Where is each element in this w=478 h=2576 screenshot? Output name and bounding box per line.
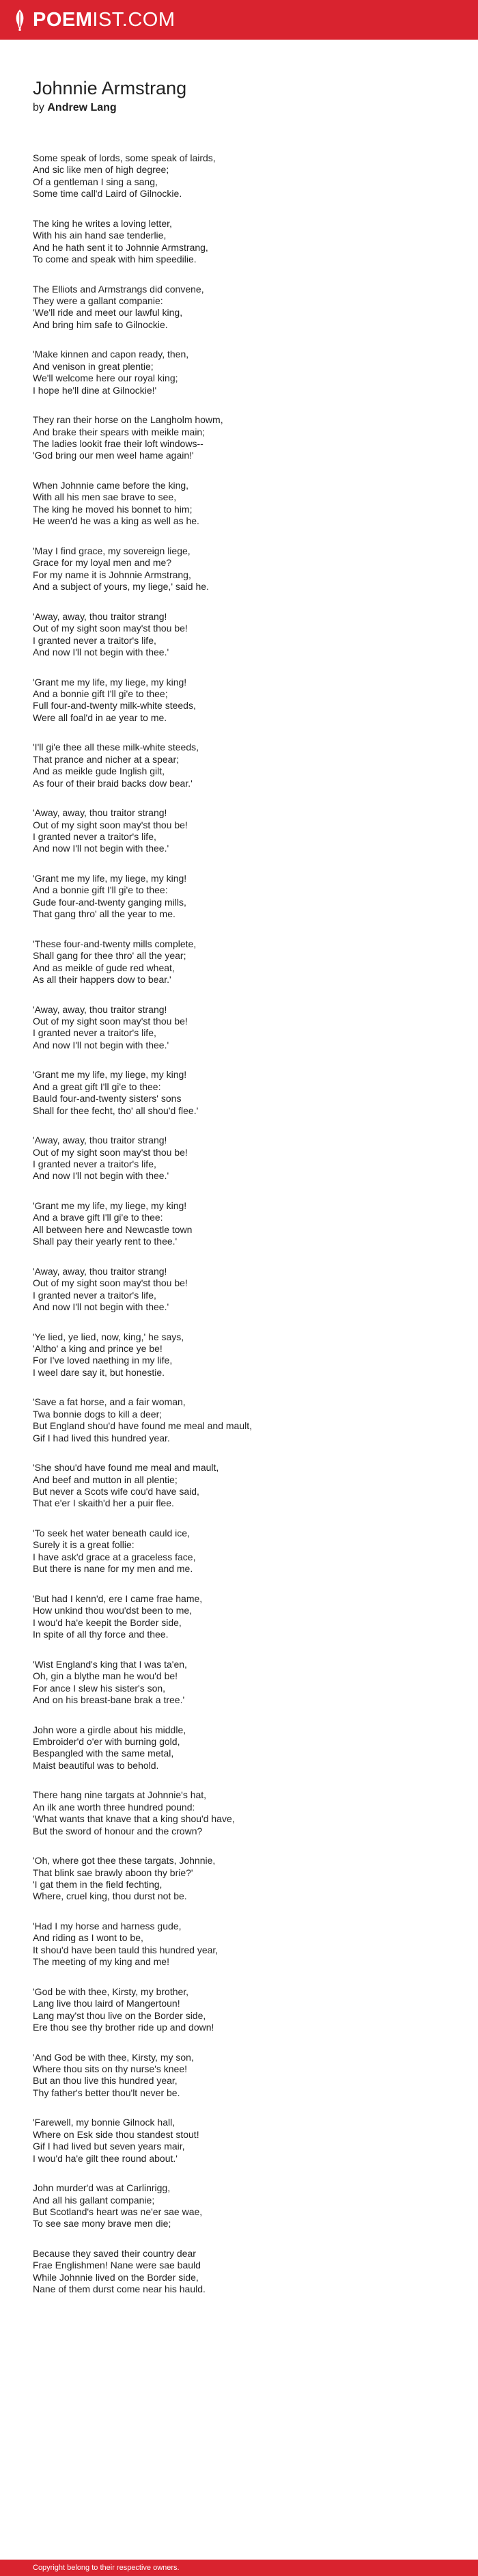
poem-line: 'Away, away, thou traitor strang! — [33, 1135, 167, 1146]
poem-line: 'But had I kenn'd, ere I came frae hame, — [33, 1592, 203, 1604]
poem-line: 'Grant me my life, my liege, my king! — [33, 1200, 187, 1211]
poem-line: Where thou sits on thy nurse's knee! — [33, 2063, 188, 2074]
poem-line: To come and speak with him speedilie. — [33, 254, 197, 265]
poem-line: With all his men sae brave to see, — [33, 491, 177, 503]
poem-line: As all their happers dow to bear.' — [33, 973, 171, 985]
poem-line: And now I'll not begin with thee.' — [33, 646, 169, 657]
poem-line: He ween'd he was a king as well as he. — [33, 515, 199, 527]
poem-line: And on his breast-bane brak a tree.' — [33, 1694, 185, 1705]
quill-icon — [12, 8, 27, 31]
footer-bar — [0, 2560, 478, 2576]
poem-line: Out of my sight soon may'st thou be! — [33, 1146, 188, 1158]
poem-line: Bespangled with the same metal, — [33, 1748, 174, 1759]
poem-line: Shall for thee fecht, tho' all shou'd flee.' — [33, 1104, 199, 1116]
poem-line: The king he writes a loving letter, — [33, 217, 172, 229]
poem-line: Nane of them durst come near his hauld. — [33, 2283, 206, 2295]
poem-line: 'Away, away, thou traitor strang! — [33, 807, 167, 819]
poem-line: 'She shou'd have found me meal and mault, — [33, 1462, 219, 1474]
stanza — [33, 1331, 478, 1379]
poem-line: Because they saved their country dear — [33, 2248, 196, 2259]
stanza — [33, 1789, 478, 1837]
poem-line: Twa bonnie dogs to kill a deer; — [33, 1408, 163, 1420]
stanza — [33, 1462, 478, 1510]
poem-line: 'Altho' a king and prince ye be! — [33, 1343, 163, 1355]
site-logo-link[interactable] — [12, 8, 175, 31]
poem-line: That e'er I skaith'd her a puir flee. — [33, 1497, 174, 1509]
poem-line: And sic like men of high degree; — [33, 164, 169, 176]
poem-line: Shall gang for thee thro' all the year; — [33, 950, 186, 962]
stanza — [33, 1659, 478, 1707]
stanza — [33, 1724, 478, 1772]
poem-title: Johnnie Armstrang — [33, 78, 187, 98]
poem-line: I have ask'd grace at a graceless face, — [33, 1551, 196, 1562]
poem-line: 'Grant me my life, my liege, my king! — [33, 872, 187, 884]
poem-line: When Johnnie came before the king, — [33, 480, 189, 491]
poem-line: 'Oh, where got thee these targats, Johnnie, — [33, 1855, 216, 1867]
poem-line: I granted never a traitor's life, — [33, 830, 156, 842]
stanza — [33, 1266, 478, 1314]
poem-line: 'Grant me my life, my liege, my king! — [33, 676, 187, 688]
poem-line: Shall pay their yearly rent to thee.' — [33, 1236, 178, 1247]
stanza — [33, 349, 478, 396]
poem-line: With his ain hand sae tenderlie, — [33, 230, 167, 241]
poem-line: 'We'll ride and meet our lawful king, — [33, 307, 183, 318]
stanza — [33, 480, 478, 528]
poem-line: And he hath sent it to Johnnie Armstrang, — [33, 241, 208, 253]
stanza — [33, 1135, 478, 1182]
poem-line: But England shou'd have found me meal and mault, — [33, 1420, 252, 1432]
poem-line: Oh, gin a blythe man he wou'd be! — [33, 1670, 178, 1682]
stanza — [33, 284, 478, 331]
poem-line: And bring him safe to Gilnockie. — [33, 318, 168, 330]
poem-line: Out of my sight soon may'st thou be! — [33, 1015, 188, 1027]
poem-line: And now I'll not begin with thee.' — [33, 843, 169, 854]
poem-line: And all his gallant companie; — [33, 2194, 155, 2206]
poem-line: But there is nane for my men and me. — [33, 1563, 193, 1575]
by-label: by — [33, 102, 44, 113]
poem-line: I weel dare say it, but honestie. — [33, 1366, 165, 1378]
poem-line: And now I'll not begin with thee.' — [33, 1170, 169, 1182]
poem-line: Full four-and-twenty milk-white steeds, — [33, 700, 196, 711]
copyright-text: Copyright belong to their respective owners. — [33, 2564, 180, 2572]
poem-line: There hang nine targats at Johnnie's hat, — [33, 1789, 207, 1801]
stanza — [33, 1921, 478, 1968]
poem-line: And now I'll not begin with thee.' — [33, 1039, 169, 1050]
stanza — [33, 677, 478, 724]
poem-line: It shou'd have been tauld this hundred year, — [33, 1944, 219, 1955]
poem-line: 'I'll gi'e thee all these milk-white steeds, — [33, 742, 199, 753]
poem-line: And now I'll not begin with thee.' — [33, 1301, 169, 1313]
stanza — [33, 1986, 478, 2034]
stanza — [33, 1855, 478, 1903]
poem-line: And as meikle gude Inglish gilt, — [33, 765, 165, 777]
stanza — [33, 938, 478, 986]
poem-line: For ance I slew his sister's son, — [33, 1682, 166, 1694]
poem-line: Out of my sight soon may'st thou be! — [33, 623, 188, 634]
poem-line: I granted never a traitor's life, — [33, 1027, 156, 1039]
poem-line: 'Make kinnen and capon ready, then, — [33, 349, 189, 360]
stanza — [33, 414, 478, 462]
poem-line: Some time call'd Laird of Gilnockie. — [33, 188, 182, 200]
poem-line: Gude four-and-twenty ganging mills, — [33, 896, 186, 908]
poem-line: Surely it is a great follie: — [33, 1539, 135, 1551]
poem-line: We'll welcome here our royal king; — [33, 372, 178, 384]
poem-line: For I've loved naething in my life, — [33, 1355, 173, 1366]
poem-line: How unkind thou wou'dst been to me, — [33, 1605, 193, 1616]
poem-line: 'Wist England's king that I was ta'en, — [33, 1658, 187, 1670]
poem-line: John wore a girdle about his middle, — [33, 1724, 186, 1735]
poem-line: I wou'd ha'e keepit the Border side, — [33, 1616, 182, 1628]
poem-line: But an thou live this hundred year, — [33, 2075, 178, 2087]
poem-line: That blink sae brawly aboon thy brie?' — [33, 1867, 193, 1878]
poem-line: Thy father's better thou'lt never be. — [33, 2087, 180, 2098]
poem-line: I granted never a traitor's life, — [33, 634, 156, 646]
stanza — [33, 1528, 478, 1575]
poem-line: They were a gallant companie: — [33, 295, 163, 307]
stanza — [33, 1069, 478, 1117]
poem-line: And beef and mutton in all plentie; — [33, 1474, 178, 1485]
poem-line: Maist beautiful was to behold. — [33, 1759, 159, 1771]
stanza — [33, 2052, 478, 2100]
author-link[interactable]: Andrew Lang — [47, 102, 117, 113]
poem-line: 'God bring our men weel hame again!' — [33, 450, 194, 461]
poem-line: The king he moved his bonnet to him; — [33, 503, 193, 515]
poem-line: Of a gentleman I sing a sang, — [33, 176, 158, 187]
stanza — [33, 873, 478, 921]
poem-line: And venison in great plentie; — [33, 360, 154, 372]
poem-line: I granted never a traitor's life, — [33, 1158, 156, 1169]
poem-line: Where on Esk side thou standest stout! — [33, 2128, 199, 2140]
poem-line: I wou'd ha'e gilt thee round about.' — [33, 2152, 178, 2164]
poem-line: 'Away, away, thou traitor strang! — [33, 1003, 167, 1015]
logo-text-bold: POEM — [33, 8, 93, 31]
byline — [33, 102, 478, 114]
poem-line: 'God be with thee, Kirsty, my brother, — [33, 1985, 189, 1997]
stanza — [33, 611, 478, 659]
stanza — [33, 1396, 478, 1444]
stanza — [33, 2117, 478, 2165]
poem-line: 'I gat them in the field fechting, — [33, 1878, 163, 1890]
poem-line: And a bonnie gift I'll gi'e to thee: — [33, 884, 168, 896]
poem-line: As four of their braid backs dow bear.' — [33, 777, 193, 789]
poem-line: That prance and nicher at a spear; — [33, 753, 180, 765]
poem-line: The Elliots and Armstrangs did convene, — [33, 283, 204, 295]
poem-line: Embroider'd o'er with burning gold, — [33, 1735, 180, 1747]
poem-line: 'To seek het water beneath cauld ice, — [33, 1528, 190, 1539]
poem-line: And brake their spears with meikle main; — [33, 426, 206, 437]
logo-text-light: IST.COM — [92, 8, 175, 31]
poem-line: That gang thro' all the year to me. — [33, 908, 175, 920]
stanza — [33, 2248, 478, 2296]
poem-line: In spite of all thy force and thee. — [33, 1629, 169, 1640]
poem-line: But the sword of honour and the crown? — [33, 1825, 203, 1836]
poem-line: For my name it is Johnnie Armstrang, — [33, 569, 191, 580]
poem-line: Frae Englishmen! Nane were sae bauld — [33, 2260, 201, 2271]
stanza — [33, 1200, 478, 1248]
stanza — [33, 1593, 478, 1641]
poem-line: 'May I find grace, my sovereign liege, — [33, 545, 191, 556]
poem-line: 'What wants that knave that a king shou'd have, — [33, 1813, 235, 1825]
poem-line: And a brave gift I'll gi'e to thee: — [33, 1212, 163, 1223]
stanza — [33, 218, 478, 266]
poem-line: 'Ye lied, ye lied, now, king,' he says, — [33, 1331, 184, 1342]
poem-line: Out of my sight soon may'st thou be! — [33, 819, 188, 830]
poem-line: An ilk ane worth three hundred pound: — [33, 1801, 195, 1813]
poem-line: 'These four-and-twenty mills complete, — [33, 938, 197, 949]
stanza — [33, 1004, 478, 1052]
poem-line: Gif I had lived but seven years mair, — [33, 2141, 185, 2152]
poem-line: John murder'd was at Carlinrigg, — [33, 2182, 171, 2194]
poem-line: Lang live thou laird of Mangertoun! — [33, 1998, 180, 2009]
poem-line: Gif I had lived this hundred year. — [33, 1432, 170, 1443]
poem-line: 'Had I my horse and harness gude, — [33, 1920, 182, 1931]
poem-line: Ere thou see thy brother ride up and down! — [33, 2021, 214, 2033]
poem-line: I hope he'll dine at Gilnockie!' — [33, 384, 157, 396]
poem-line: The meeting of my king and me! — [33, 1956, 169, 1968]
stanza — [33, 807, 478, 855]
poem-line: And riding as I wont to be, — [33, 1932, 143, 1944]
poem-line: Grace for my loyal men and me? — [33, 557, 172, 569]
poem-line: Some speak of lords, some speak of lairds, — [33, 152, 216, 163]
poem-line: While Johnnie lived on the Border side, — [33, 2271, 199, 2283]
poem-line: They ran their horse on the Langholm howm, — [33, 414, 223, 426]
stanza — [33, 545, 478, 593]
poem-line: All between here and Newcastle town — [33, 1223, 193, 1235]
poem-line: And as meikle of gude red wheat, — [33, 962, 175, 973]
poem-line: 'Away, away, thou traitor strang! — [33, 1265, 167, 1277]
stanza — [33, 2182, 478, 2230]
poem-line: Where, cruel king, thou durst not be. — [33, 1890, 187, 1902]
poem-body — [33, 152, 478, 2296]
poem-line: 'Save a fat horse, and a fair woman, — [33, 1396, 186, 1408]
poem-line: The ladies lookit frae their loft windows-- — [33, 438, 203, 450]
top-bar — [0, 0, 478, 40]
poem-line: Were all foal'd in ae year to me. — [33, 711, 167, 723]
poem-line: But Scotland's heart was ne'er sae wae, — [33, 2206, 203, 2217]
poem-content — [0, 40, 478, 2296]
poem-line: And a great gift I'll gi'e to thee: — [33, 1081, 161, 1092]
poem-line: And a bonnie gift I'll gi'e to thee; — [33, 688, 168, 699]
poem-line: 'Grant me my life, my liege, my king! — [33, 1069, 187, 1081]
poem-line: But never a Scots wife cou'd have said, — [33, 1486, 199, 1497]
poem-line: Out of my sight soon may'st thou be! — [33, 1277, 188, 1289]
poem-line: 'Away, away, thou traitor strang! — [33, 610, 167, 622]
stanza — [33, 152, 478, 200]
stanza — [33, 742, 478, 789]
poem-line: Lang may'st thou live on the Border side, — [33, 2009, 206, 2021]
poem-line: 'Farewell, my bonnie Gilnock hall, — [33, 2117, 175, 2128]
poem-line: And a subject of yours, my liege,' said he. — [33, 581, 209, 593]
poem-line: To see sae mony brave men die; — [33, 2218, 171, 2229]
poem-line: Bauld four-and-twenty sisters' sons — [33, 1093, 182, 1104]
poem-line: I granted never a traitor's life, — [33, 1289, 156, 1301]
poem-line: 'And God be with thee, Kirsty, my son, — [33, 2051, 194, 2063]
